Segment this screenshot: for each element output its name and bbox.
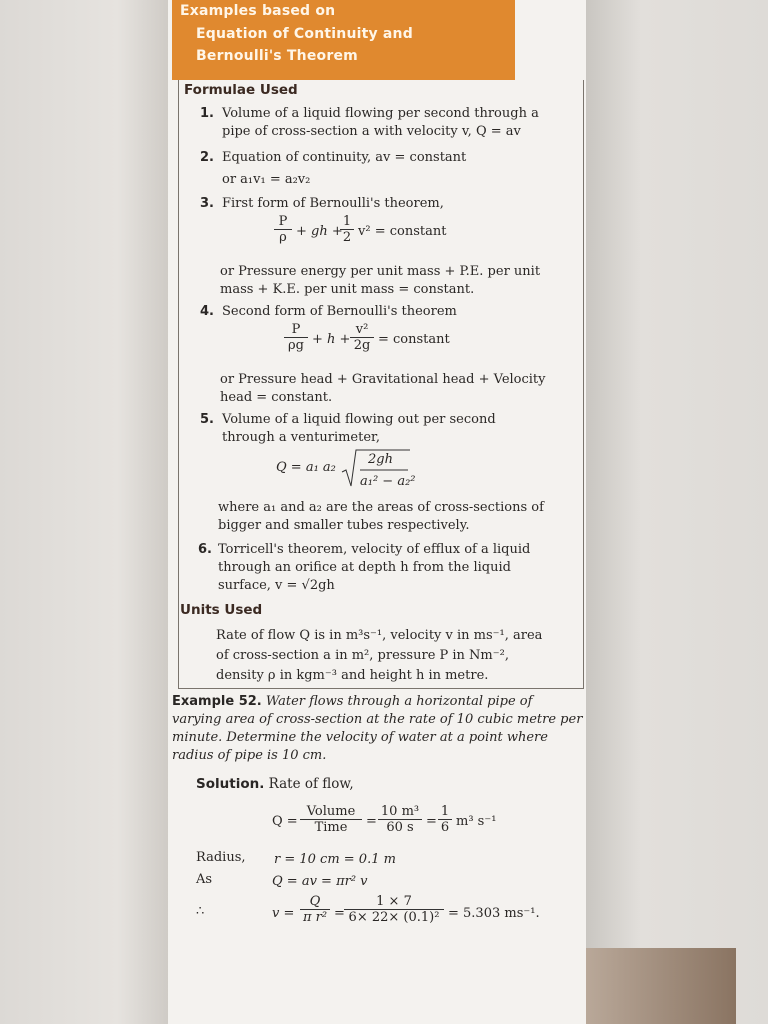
equation-term: m³ s⁻¹ xyxy=(456,814,497,829)
units-heading: Units Used xyxy=(180,602,263,618)
item-number: 1. xyxy=(200,106,214,121)
equation-term: = constant xyxy=(378,332,450,347)
right-background xyxy=(586,0,768,1024)
units-text: of cross-section a in m², pressure P in Nm⁻², xyxy=(216,648,509,663)
example-line: radius of pipe is 10 cm. xyxy=(172,748,327,763)
equation-term: = xyxy=(426,814,437,829)
equation-fraction: $\frac{P}{\rho g}$ xyxy=(284,322,308,353)
item-number: 2. xyxy=(200,150,214,165)
item-text: First form of Bernoulli's theorem, xyxy=(222,196,444,211)
radius-value: r = 10 cm = 0.1 m xyxy=(274,852,396,867)
result-value: = 5.303 ms⁻¹. xyxy=(448,906,540,921)
equation-term: Q = a₁ a₂ xyxy=(276,460,336,475)
units-text: Rate of flow Q is in m³s⁻¹, velocity v in ms⁻¹, area xyxy=(216,628,543,643)
radius-label: Radius, xyxy=(196,850,246,865)
item-text: or Pressure energy per unit mass + P.E. per unit xyxy=(220,264,541,279)
equation-term: = xyxy=(334,906,345,921)
equation-term: v² = constant xyxy=(358,224,447,239)
equation-fraction: $\frac{P}{\rho}$ xyxy=(274,214,292,245)
equation-term: 2gh xyxy=(368,452,393,467)
equation-term: + h + xyxy=(312,332,351,347)
equation-term: + gh + xyxy=(296,224,343,239)
formulae-heading: Formulae Used xyxy=(184,82,298,98)
as-label: As xyxy=(196,872,213,887)
item-text: through a venturimeter, xyxy=(222,430,380,445)
equation-term: Q = xyxy=(272,814,298,829)
solution-line xyxy=(196,776,354,792)
item-text: surface, v = √2gh xyxy=(218,578,335,593)
item-number: 4. xyxy=(200,304,214,319)
solution-text: Rate of flow, xyxy=(268,776,354,792)
equation-fraction: $\frac{\text{v²}}{2g}$ xyxy=(350,322,374,353)
item-text: Volume of a liquid flowing per second through a xyxy=(222,106,539,121)
equation-term: = xyxy=(366,814,377,829)
example-line: minute. Determine the velocity of water at a point where xyxy=(172,730,548,745)
equation-fraction: $\frac{1}{2}$ xyxy=(340,214,354,245)
example-line xyxy=(172,694,532,710)
equation-fraction: Volume Time xyxy=(300,804,362,835)
equation-fraction: $\frac{1 \times 7}{\text{6× 22× (0.1)²}}$ xyxy=(344,894,444,925)
as-value: Q = av = πr² v xyxy=(272,874,368,889)
item-text: Volume of a liquid flowing out per second xyxy=(222,412,496,427)
banner-line-3: Bernoulli's Theorem xyxy=(196,48,358,64)
item-text: or Pressure head + Gravitational head + Velocity xyxy=(220,372,546,387)
item-text: Second form of Bernoulli's theorem xyxy=(222,304,457,319)
example-line: varying area of cross-section at the rate of 10 cubic metre per xyxy=(172,712,583,727)
item-text: head = constant. xyxy=(220,390,333,405)
corner-shadow xyxy=(586,948,736,1024)
item-text: pipe of cross-section a with velocity v, Q = av xyxy=(222,124,521,139)
item-text: or a₁v₁ = a₂v₂ xyxy=(222,172,311,187)
banner-line-2: Equation of Continuity and xyxy=(196,26,413,42)
equation-fraction: $\frac{Q}{\text{π r²}}$ xyxy=(300,894,330,925)
left-background xyxy=(0,0,168,1024)
item-text: through an orifice at depth h from the liquid xyxy=(218,560,511,575)
item-text: mass + K.E. per unit mass = constant. xyxy=(220,282,475,297)
equation-term: a₁² − a₂² xyxy=(360,474,416,489)
solution-label: Solution. xyxy=(196,776,265,792)
section-banner xyxy=(172,0,515,80)
item-number: 3. xyxy=(200,196,214,211)
equation-term: v = xyxy=(272,906,295,921)
example-text: Water flows through a horizontal pipe of xyxy=(265,694,533,709)
units-text: density ρ in kgm⁻³ and height h in metre. xyxy=(216,668,489,683)
item-text: where a₁ and a₂ are the areas of cross-sections of xyxy=(218,500,544,515)
item-text: bigger and smaller tubes respectively. xyxy=(218,518,470,533)
banner-line-1: Examples based on xyxy=(180,3,336,19)
therefore-symbol: ∴ xyxy=(196,904,205,919)
equation-fraction: $\frac{\text{10 m³}}{60 s}$ xyxy=(378,804,422,835)
item-text: Equation of continuity, av = constant xyxy=(222,150,467,165)
item-number: 5. xyxy=(200,412,214,427)
item-text: Torricell's theorem, velocity of efflux of a liquid xyxy=(218,542,531,557)
example-label: Example 52. xyxy=(172,694,262,709)
equation-fraction: $\frac{1}{6}$ xyxy=(438,804,452,835)
item-number: 6. xyxy=(198,542,212,557)
